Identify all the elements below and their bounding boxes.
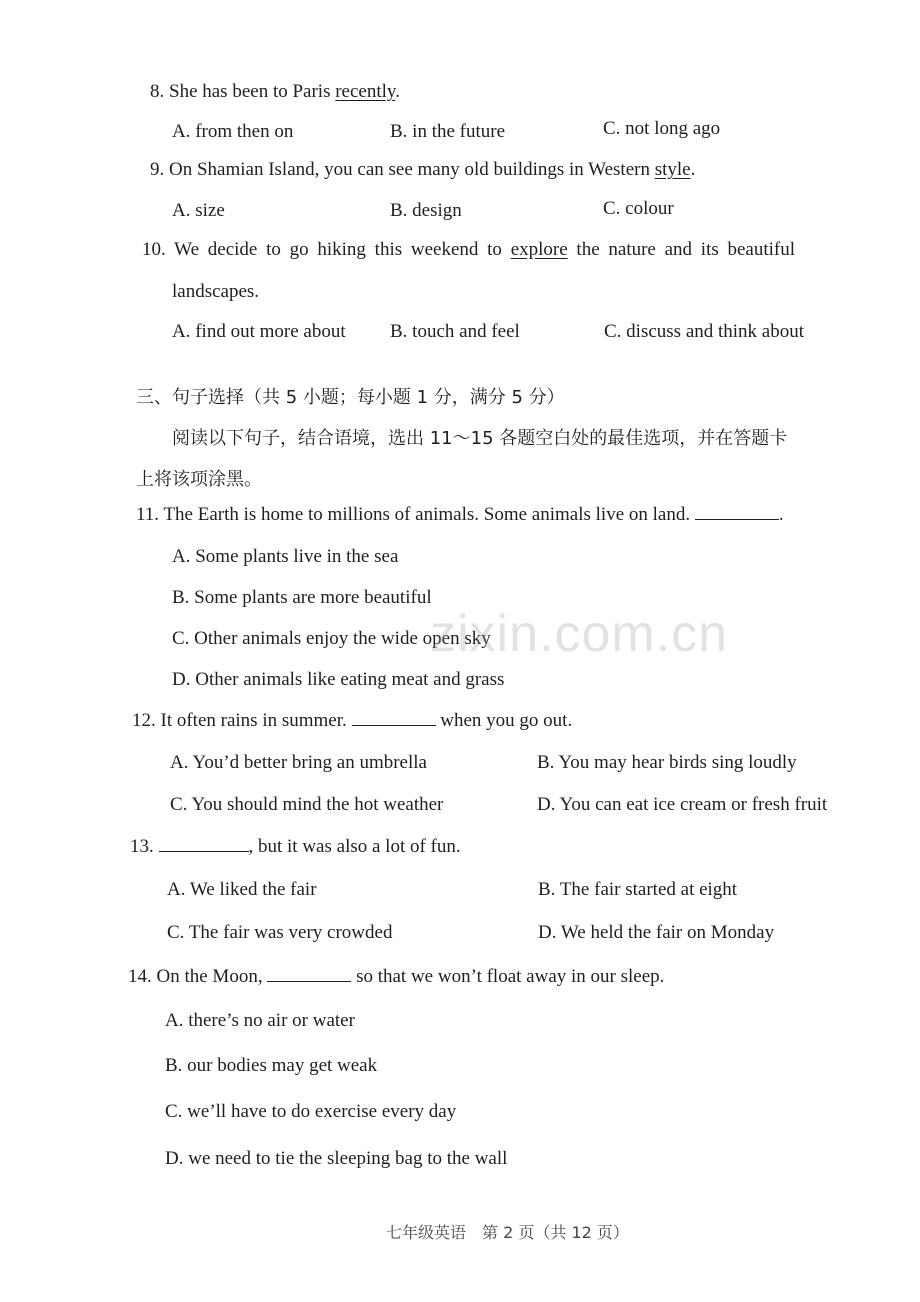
section-3-instruction-cont: 上将该项涂黑。 — [136, 469, 262, 490]
question-number: 8. — [150, 81, 165, 102]
question-text-cont: when you go out. — [440, 710, 573, 731]
question-12 — [132, 709, 572, 733]
question-13 — [130, 835, 461, 859]
watermark: zixin.com.cn — [430, 605, 729, 663]
q11-option-c: C. Other animals enjoy the wide open sky — [172, 628, 491, 649]
question-11 — [136, 503, 784, 527]
question-text-cont: the nature and its beautiful — [576, 239, 796, 260]
answer-blank — [695, 503, 779, 520]
question-number: 10. — [142, 239, 166, 260]
question-text: 14. On the Moon, — [128, 966, 263, 987]
underlined-word: recently — [335, 81, 396, 102]
question-number: 13. — [130, 836, 154, 857]
q12-option-b: B. You may hear birds sing loudly — [537, 752, 797, 773]
q9-option-b: B. design — [390, 200, 462, 221]
q11-option-a: A. Some plants live in the sea — [172, 546, 399, 567]
question-10-line2: landscapes. — [172, 281, 260, 302]
question-number: 9. — [150, 159, 165, 180]
q13-option-c: C. The fair was very crowded — [167, 922, 393, 943]
q13-option-d: D. We held the fair on Monday — [538, 922, 775, 943]
question-text: , but it was also a lot of fun. — [248, 836, 461, 857]
q12-option-c: C. You should mind the hot weather — [170, 794, 444, 815]
q11-option-d: D. Other animals like eating meat and grass — [172, 669, 505, 690]
q10-option-c: C. discuss and think about — [604, 321, 805, 342]
question-14 — [128, 965, 664, 989]
q12-option-a: A. You’d better bring an umbrella — [170, 752, 427, 773]
question-text: She has been to Paris — [169, 81, 331, 102]
underlined-word: style — [654, 159, 691, 180]
q9-option-a: A. size — [172, 200, 225, 221]
section-3-instruction: 阅读以下句子，结合语境，选出 11～15 各题空白处的最佳选项，并在答题卡 — [172, 428, 788, 449]
question-text: We decide to go hiking this weekend to — [174, 239, 502, 260]
question-8 — [150, 80, 400, 104]
question-9 — [150, 158, 695, 182]
q14-option-d: D. we need to tie the sleeping bag to the wall — [165, 1148, 508, 1169]
page-footer: 七年级英语 第 2 页（共 12 页） — [386, 1223, 629, 1242]
q8-option-c: C. not long ago — [603, 118, 721, 139]
q14-option-b: B. our bodies may get weak — [165, 1055, 378, 1076]
q14-option-a: A. there’s no air or water — [165, 1010, 355, 1031]
question-text: On Shamian Island, you can see many old buildings in Western — [169, 159, 650, 180]
question-text: 11. The Earth is home to millions of animals. Some animals live on land. — [136, 504, 691, 525]
answer-blank — [352, 709, 436, 726]
underlined-word: explore — [510, 239, 568, 260]
q9-option-c: C. colour — [603, 198, 674, 219]
question-10 — [142, 238, 795, 262]
q8-option-b: B. in the future — [390, 121, 506, 142]
answer-blank — [159, 835, 249, 852]
question-text: 12. It often rains in summer. — [132, 710, 347, 731]
q8-option-a: A. from then on — [172, 121, 294, 142]
punct: . — [778, 504, 784, 525]
punct: . — [395, 81, 400, 102]
q10-option-b: B. touch and feel — [390, 321, 520, 342]
q13-option-a: A. We liked the fair — [167, 879, 317, 900]
section-3-title: 三、句子选择（共 5 小题；每小题 1 分，满分 5 分） — [136, 387, 565, 408]
answer-blank — [267, 965, 351, 982]
question-text-cont: so that we won’t float away in our sleep. — [356, 966, 665, 987]
q13-option-b: B. The fair started at eight — [538, 879, 738, 900]
q12-option-d: D. You can eat ice cream or fresh fruit — [537, 794, 828, 815]
q10-option-a: A. find out more about — [172, 321, 346, 342]
punct: . — [690, 159, 696, 180]
q11-option-b: B. Some plants are more beautiful — [172, 587, 432, 608]
q14-option-c: C. we’ll have to do exercise every day — [165, 1101, 457, 1122]
